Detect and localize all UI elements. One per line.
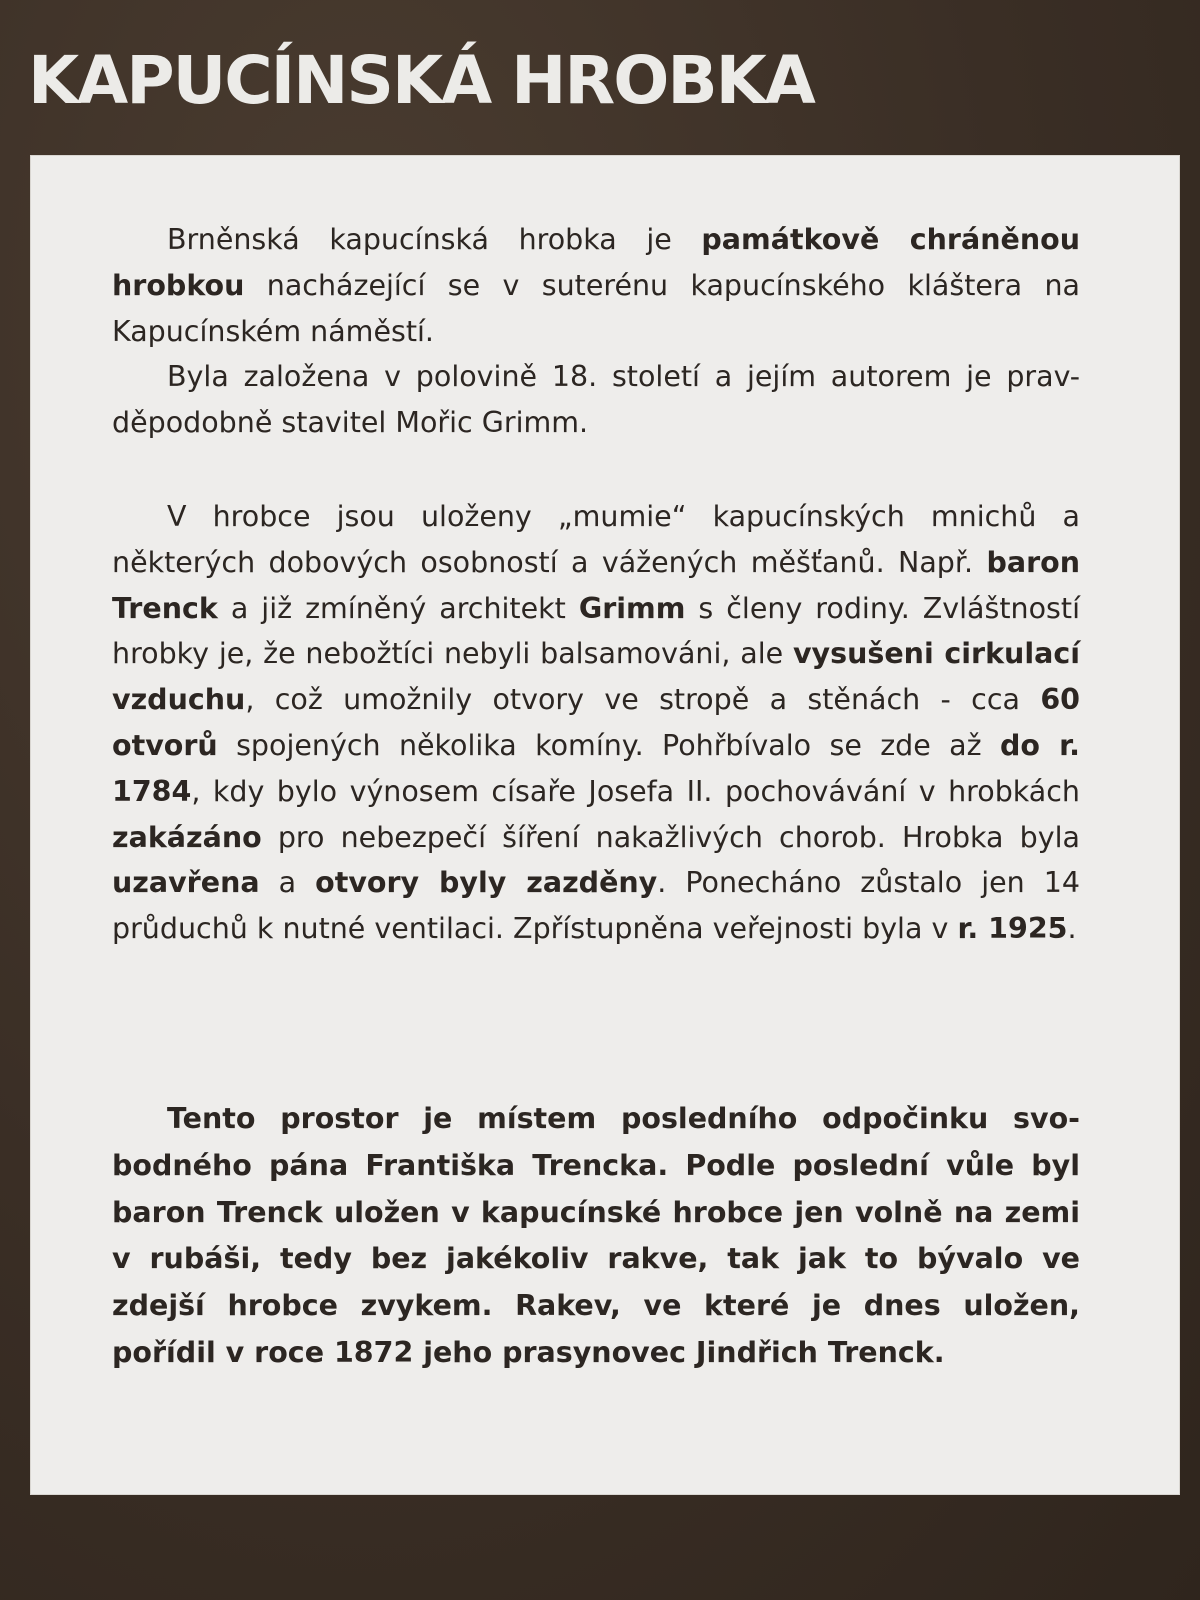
history-text-8: a bbox=[259, 866, 316, 900]
history-text-9: . Ponecháno zůstalo jen 14 průduchů k nutné ventilaci. Zpřístupněna veřejnosti byla v bbox=[112, 866, 1081, 946]
intro-paragraph bbox=[112, 217, 1080, 446]
information-panel bbox=[30, 155, 1180, 1495]
history-bold-until-1784: do r. 1784 bbox=[112, 728, 1080, 808]
history-bold-openings-walled: otvory byly zazděny bbox=[315, 866, 658, 900]
history-bold-1925: r. 1925 bbox=[957, 912, 1068, 946]
page-title: KAPUCÍNSKÁ HROBKA bbox=[28, 42, 814, 119]
history-text-7: pro nebezpečí šíření nakažlivých chorob. Hrobka byla bbox=[261, 820, 1080, 854]
history-text-1: V hrobce jsou uloženy „mumie“ kapucínských mnichů a některých dobových osobností a vážených měšťanů. Např. bbox=[112, 500, 1080, 579]
history-bold-forbidden: zakázáno bbox=[112, 820, 262, 854]
history-bold-closed: uzavřena bbox=[112, 866, 260, 900]
history-text-5: spojených několika komíny. Pohřbívalo se zde až bbox=[217, 728, 1000, 762]
history-paragraph bbox=[112, 494, 1080, 952]
history-bold-air-drying: vysušeni cirkulací vzduchu bbox=[112, 637, 1081, 717]
history-text-2: a již zmíněný architekt bbox=[217, 591, 579, 625]
history-text-6: , kdy bylo výnosem císaře Josefa II. pochovávání v hrobkách bbox=[191, 774, 1080, 808]
history-text-10: . bbox=[1067, 912, 1077, 946]
intro-text-2: nacházející se v suterénu kapucínského kláštera na Kapucínském náměstí. bbox=[112, 268, 1080, 348]
intro-text-1: Brněnská kapucínská hrobka je bbox=[167, 223, 702, 256]
history-bold-60-openings: 60 otvorů bbox=[112, 683, 1080, 762]
intro-text-3: Byla založena v polovině 18. století a jejím autorem je prav-děpodobně stavitel Mořic Grimm. bbox=[112, 360, 1080, 440]
trenck-paragraph: Tento prostor je místem posledního odpočinku svo-bodného pána Františka Trencka. Podle poslední vůle byl baron Trenck uložen v kapucínské hrobce jen volně na zemi v rubáši, tedy bez jakékoliv rakve, tak jak to bývalo ve zdejší hrobce zvykem. Rakev, ve které je dnes uložen, pořídil v roce 1872 jeho prasynovec Jindřich Trenck. bbox=[112, 1102, 1080, 1369]
history-bold-baron-trenck: baron Trenck bbox=[112, 545, 1080, 625]
history-text-3: s členy rodiny. Zvláštností hrobky je, že nebožtíci nebyli balsamováni, ale bbox=[112, 591, 1080, 671]
intro-bold-protected-tomb: památkově chráněnou hrobkou bbox=[112, 223, 1080, 302]
history-text-4: , což umožnily otvory ve stropě a stěnách - cca bbox=[245, 683, 1041, 717]
history-bold-grimm: Grimm bbox=[578, 591, 686, 625]
